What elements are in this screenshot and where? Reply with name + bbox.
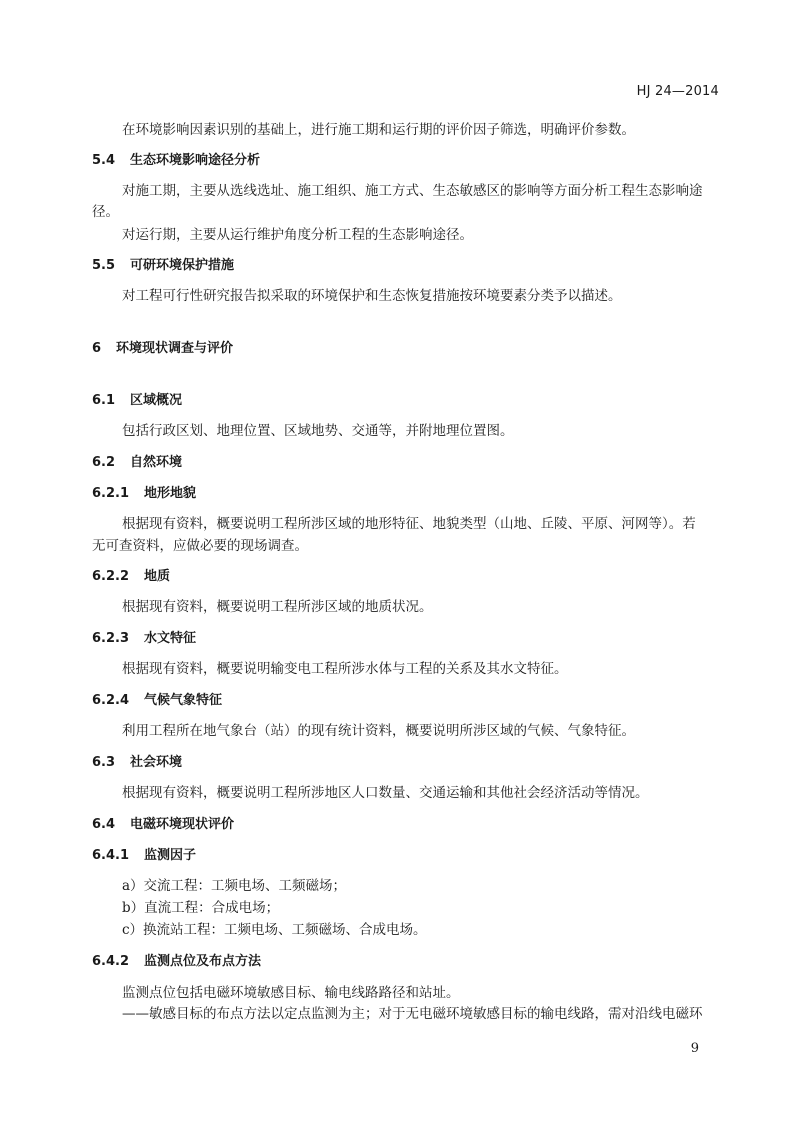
subsection-number: 6.2.4 [92,693,130,708]
section-number: 6.3 [92,755,116,770]
section-heading-6-2 [92,453,182,473]
subsection-title: 气候气象特征 [144,693,223,708]
section-title: 社会环境 [130,755,183,770]
paragraph: 根据现有资料，概要说明工程所涉区域的地形特征、地貌类型（山地、丘陵、平原、河网等）。若 [122,516,696,532]
subsection-number: 6.4.2 [92,954,130,969]
subsection-number: 6.2.3 [92,631,130,646]
subsection-number: 6.2.1 [92,486,130,501]
section-number: 5.4 [92,153,116,168]
paragraph: 对工程可行性研究报告拟采取的环境保护和生态恢复措施按环境要素分类予以描述。 [122,288,622,304]
subsection-heading-6-4-1 [92,846,196,866]
paragraph: 根据现有资料，概要说明工程所涉地区人口数量、交通运输和其他社会经济活动等情况。 [122,785,649,801]
paragraph: 对施工期，主要从选线选址、施工组织、施工方式、生态敏感区的影响等方面分析工程生态影响途 [122,183,703,199]
paragraph-continuation: 径。 [92,204,119,220]
section-number: 6.1 [92,393,116,408]
subsection-heading-6-4-2 [92,952,261,972]
subsection-heading-6-2-4 [92,691,222,711]
paragraph: ——敏感目标的布点方法以定点监测为主；对于无电磁环境敏感目标的输电线路，需对沿线电磁环 [122,1006,703,1022]
paragraph: 根据现有资料，概要说明输变电工程所涉水体与工程的关系及其水文特征。 [122,661,568,677]
section-heading-5-4 [92,151,260,171]
document-code-header: HJ 24—2014 [636,84,719,99]
section-number: 6.4 [92,817,116,832]
subsection-title: 地形地貌 [144,486,197,501]
chapter-heading-6 [92,339,233,359]
paragraph: 根据现有资料，概要说明工程所涉区域的地质状况。 [122,599,433,615]
list-item: a）交流工程：工频电场、工频磁场； [122,878,347,894]
chapter-number: 6 [92,341,102,356]
subsection-heading-6-2-3 [92,629,196,649]
section-number: 5.5 [92,258,116,273]
subsection-title: 水文特征 [144,631,197,646]
paragraph: 包括行政区划、地理位置、区域地势、交通等，并附地理位置图。 [122,423,514,439]
page-number: 9 [690,1041,699,1056]
subsection-heading-6-2-1 [92,484,196,504]
section-title: 自然环境 [130,455,183,470]
section-title: 可研环境保护措施 [130,258,235,273]
subsection-title: 地质 [144,569,171,584]
section-title: 区域概况 [130,393,183,408]
subsection-heading-6-2-2 [92,567,170,587]
section-heading-6-4 [92,815,234,835]
list-item: b）直流工程：合成电场； [122,900,280,916]
subsection-title: 监测点位及布点方法 [144,954,262,969]
subsection-title: 监测因子 [144,848,197,863]
section-heading-6-3 [92,753,182,773]
paragraph: 对运行期，主要从运行维护角度分析工程的生态影响途径。 [122,227,473,243]
section-title: 生态环境影响途径分析 [130,153,261,168]
subsection-number: 6.2.2 [92,569,130,584]
subsection-number: 6.4.1 [92,848,130,863]
section-title: 电磁环境现状评价 [130,817,235,832]
paragraph: 监测点位包括电磁环境敏感目标、输电线路路径和站址。 [122,985,460,1001]
paragraph: 在环境影响因素识别的基础上，进行施工期和运行期的评价因子筛选，明确评价参数。 [122,122,635,138]
section-number: 6.2 [92,455,116,470]
list-item: c）换流站工程：工频电场、工频磁场、合成电场。 [122,922,427,938]
chapter-title: 环境现状调查与评价 [116,341,234,356]
paragraph-continuation: 无可查资料，应做必要的现场调查。 [92,538,308,554]
section-heading-5-5 [92,256,234,276]
paragraph: 利用工程所在地气象台（站）的现有统计资料，概要说明所涉区域的气候、气象特征。 [122,723,635,739]
section-heading-6-1 [92,391,182,411]
